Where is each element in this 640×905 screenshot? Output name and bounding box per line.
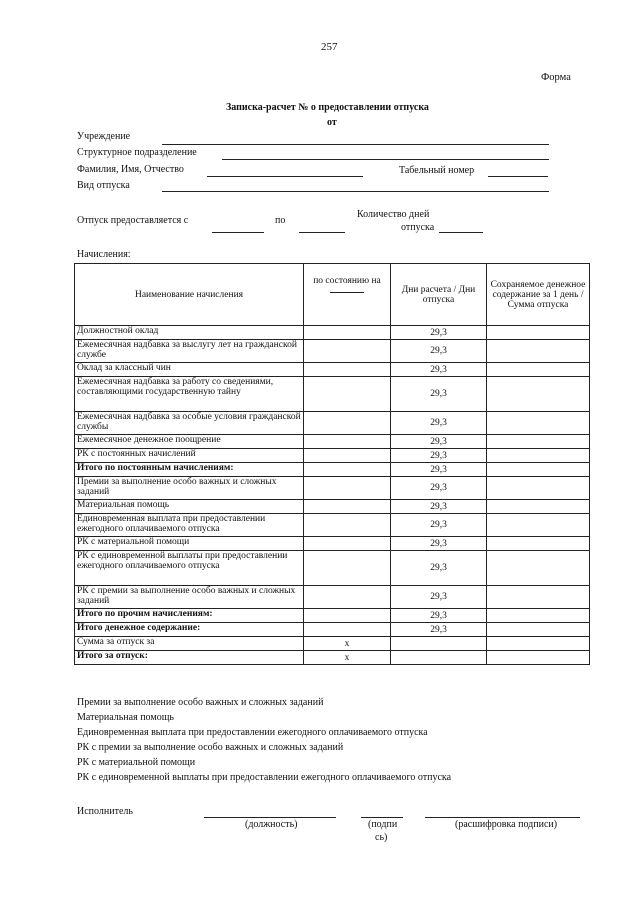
row-days[interactable]: 29,3 bbox=[391, 537, 487, 551]
row-days[interactable]: 29,3 bbox=[391, 500, 487, 514]
row-amount[interactable] bbox=[487, 500, 590, 514]
table-row bbox=[75, 449, 590, 463]
extra-item: Единовременная выплата при предоставлении ежегодного оплачиваемого отпуска bbox=[77, 727, 428, 738]
row-name: РК с материальной помощи bbox=[75, 537, 304, 551]
row-amount[interactable] bbox=[487, 551, 590, 586]
days-count-field[interactable] bbox=[439, 232, 483, 233]
position-field[interactable] bbox=[204, 817, 336, 818]
row-amount[interactable] bbox=[487, 463, 590, 477]
table-row bbox=[75, 623, 590, 637]
signature-caption-2: сь) bbox=[375, 832, 388, 843]
row-name: РК с единовременной выплаты при предоставлении ежегодного оплачиваемого отпуска bbox=[75, 551, 304, 586]
row-days[interactable] bbox=[391, 637, 487, 651]
table-row bbox=[75, 477, 590, 500]
row-days[interactable]: 29,3 bbox=[391, 449, 487, 463]
row-amount[interactable] bbox=[487, 477, 590, 500]
table-row bbox=[75, 363, 590, 377]
row-days[interactable] bbox=[391, 651, 487, 665]
row-name: Итого по прочим начислениям: bbox=[75, 609, 304, 623]
row-amount[interactable] bbox=[487, 412, 590, 435]
row-name: РК с премии за выполнение особо важных и сложных заданий bbox=[75, 586, 304, 609]
row-as-of[interactable] bbox=[304, 340, 391, 363]
position-caption: (должность) bbox=[245, 819, 298, 830]
row-name: Должностной оклад bbox=[75, 326, 304, 340]
extra-item: РК с материальной помощи bbox=[77, 757, 196, 768]
form-label: Форма bbox=[541, 72, 571, 83]
row-name: Оклад за классный чин bbox=[75, 363, 304, 377]
row-days[interactable]: 29,3 bbox=[391, 412, 487, 435]
leave-type-field[interactable] bbox=[162, 191, 549, 192]
period-to-label: по bbox=[275, 215, 286, 226]
extra-item: Премии за выполнение особо важных и сложных заданий bbox=[77, 697, 324, 708]
period-from-label: Отпуск предоставляется с bbox=[77, 215, 189, 226]
row-as-of[interactable] bbox=[304, 586, 391, 609]
header-as-of: по состоянию на bbox=[304, 264, 391, 326]
table-row bbox=[75, 651, 590, 665]
row-amount[interactable] bbox=[487, 449, 590, 463]
tab-number-field[interactable] bbox=[488, 176, 548, 177]
table-row bbox=[75, 551, 590, 586]
row-name: Итого денежное содержание: bbox=[75, 623, 304, 637]
row-name: Сумма за отпуск за bbox=[75, 637, 304, 651]
row-amount[interactable] bbox=[487, 340, 590, 363]
row-as-of[interactable]: х bbox=[304, 637, 391, 651]
division-field[interactable] bbox=[222, 159, 549, 160]
tab-number-label: Табельный номер bbox=[399, 165, 475, 176]
row-days[interactable]: 29,3 bbox=[391, 477, 487, 500]
full-name-field[interactable] bbox=[207, 176, 363, 177]
executor-label: Исполнитель bbox=[77, 806, 133, 817]
row-days[interactable]: 29,3 bbox=[391, 463, 487, 477]
row-as-of[interactable]: х bbox=[304, 651, 391, 665]
extra-item: Материальная помощь bbox=[77, 712, 174, 723]
table-row bbox=[75, 537, 590, 551]
row-name: Материальная помощь bbox=[75, 500, 304, 514]
row-amount[interactable] bbox=[487, 435, 590, 449]
table-row bbox=[75, 514, 590, 537]
row-name: Ежемесячная надбавка за особые условия гражданской службы bbox=[75, 412, 304, 435]
table-row bbox=[75, 586, 590, 609]
row-amount[interactable] bbox=[487, 377, 590, 412]
row-days[interactable]: 29,3 bbox=[391, 586, 487, 609]
period-to-field[interactable] bbox=[299, 232, 345, 233]
extra-item: РК с единовременной выплаты при предоставлении ежегодного оплачиваемого отпуска bbox=[77, 772, 452, 783]
row-amount[interactable] bbox=[487, 537, 590, 551]
extra-item: РК с премии за выполнение особо важных и сложных заданий bbox=[77, 742, 344, 753]
row-name: Итого по постоянным начислениям: bbox=[75, 463, 304, 477]
table-row bbox=[75, 326, 590, 340]
row-days[interactable]: 29,3 bbox=[391, 340, 487, 363]
row-amount[interactable] bbox=[487, 637, 590, 651]
row-days[interactable]: 29,3 bbox=[391, 435, 487, 449]
decryption-field[interactable] bbox=[425, 817, 580, 818]
days-count-label: Количество дней bbox=[357, 209, 430, 220]
title-date-label: от bbox=[327, 117, 337, 128]
row-as-of[interactable] bbox=[304, 537, 391, 551]
row-as-of[interactable] bbox=[304, 514, 391, 537]
header-name: Наименование начисления bbox=[75, 264, 304, 326]
row-days[interactable]: 29,3 bbox=[391, 363, 487, 377]
table-row bbox=[75, 500, 590, 514]
row-name: Ежемесячная надбавка за выслугу лет на гражданской службе bbox=[75, 340, 304, 363]
row-amount[interactable] bbox=[487, 623, 590, 637]
row-name: РК с постоянных начислений bbox=[75, 449, 304, 463]
table-row bbox=[75, 637, 590, 651]
row-name: Единовременная выплата при предоставлении ежегодного оплачиваемого отпуска bbox=[75, 514, 304, 537]
institution-field[interactable] bbox=[162, 144, 549, 145]
division-label: Структурное подразделение bbox=[77, 147, 197, 158]
row-as-of[interactable] bbox=[304, 363, 391, 377]
row-as-of[interactable] bbox=[304, 477, 391, 500]
table-row bbox=[75, 412, 590, 435]
row-as-of[interactable] bbox=[304, 326, 391, 340]
signature-field[interactable] bbox=[361, 817, 403, 818]
period-from-field[interactable] bbox=[212, 232, 264, 233]
accruals-table bbox=[74, 263, 590, 665]
decryption-caption: (расшифровка подписи) bbox=[455, 819, 558, 830]
row-days[interactable]: 29,3 bbox=[391, 326, 487, 340]
row-days[interactable]: 29,3 bbox=[391, 377, 487, 412]
row-amount[interactable] bbox=[487, 609, 590, 623]
row-as-of[interactable] bbox=[304, 609, 391, 623]
row-days[interactable]: 29,3 bbox=[391, 514, 487, 537]
table-row bbox=[75, 463, 590, 477]
row-days[interactable]: 29,3 bbox=[391, 551, 487, 586]
page-number: 257 bbox=[321, 41, 338, 53]
header-days: Дни расчета / Дни отпуска bbox=[391, 264, 487, 326]
page-title: Записка-расчет № о предоставлении отпуска bbox=[226, 102, 429, 113]
leave-type-label: Вид отпуска bbox=[77, 180, 130, 191]
accruals-label: Начисления: bbox=[77, 249, 131, 260]
signature-caption-1: (подпи bbox=[368, 819, 398, 830]
row-name: Ежемесячное денежное поощрение bbox=[75, 435, 304, 449]
table-row bbox=[75, 340, 590, 363]
full-name-label: Фамилия, Имя, Отчество bbox=[77, 164, 184, 175]
row-as-of[interactable] bbox=[304, 412, 391, 435]
row-name: Итого за отпуск: bbox=[75, 651, 304, 665]
row-name: Ежемесячная надбавка за работу со сведениями, составляющими государственную тайну bbox=[75, 377, 304, 412]
header-amount: Сохраняемое денежное содержание за 1 день / Сумма отпуска bbox=[487, 264, 590, 326]
row-as-of[interactable] bbox=[304, 377, 391, 412]
row-as-of[interactable] bbox=[304, 435, 391, 449]
row-amount[interactable] bbox=[487, 326, 590, 340]
table-row bbox=[75, 609, 590, 623]
row-as-of[interactable] bbox=[304, 623, 391, 637]
as-of-date-field[interactable] bbox=[330, 286, 364, 293]
table-row bbox=[75, 377, 590, 412]
row-days[interactable]: 29,3 bbox=[391, 609, 487, 623]
row-name: Премии за выполнение особо важных и сложных заданий bbox=[75, 477, 304, 500]
row-amount[interactable] bbox=[487, 586, 590, 609]
row-amount[interactable] bbox=[487, 514, 590, 537]
table-header-row bbox=[75, 264, 590, 326]
row-amount[interactable] bbox=[487, 363, 590, 377]
days-count-label-2: отпуска bbox=[401, 222, 435, 233]
table-row bbox=[75, 435, 590, 449]
row-days[interactable]: 29,3 bbox=[391, 623, 487, 637]
row-amount[interactable] bbox=[487, 651, 590, 665]
row-as-of[interactable] bbox=[304, 449, 391, 463]
row-as-of[interactable] bbox=[304, 551, 391, 586]
institution-label: Учреждение bbox=[77, 131, 131, 142]
row-as-of[interactable] bbox=[304, 463, 391, 477]
row-as-of[interactable] bbox=[304, 500, 391, 514]
